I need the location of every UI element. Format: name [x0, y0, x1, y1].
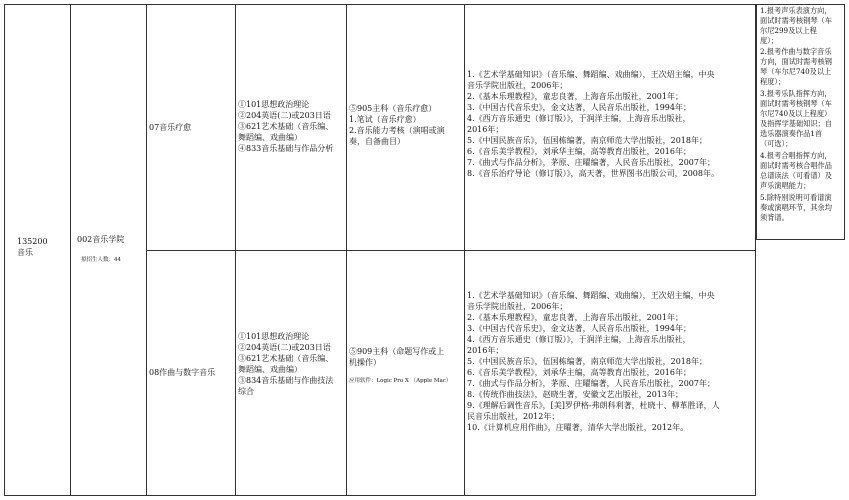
major-code: 135200	[17, 237, 48, 246]
notes-box: 1.报考声乐表演方向， 面试时需考核钢琴（车 尔尼299及以上程 度）； 2.报考作曲与数字音乐 方向，面试时需考核钢 琴（车尔尼740及以上 程度）； 3.报考乐队指挥方向， 面试时需考核钢琴（车 尔尼740及以上程度） 及指挥学基础知识；自 选乐器演奏作品1首 （可选）； 4.报考合唱指挥方向， 面试时需考核合唱作品 总谱读法（可看谱）及 声乐演唱能力； 5.除特别说明可看谱演 奏或演唱环节，其余均 须背谱。	[756, 4, 845, 240]
direction-name: 08作曲与数字音乐	[149, 368, 216, 377]
major-name: 音乐	[17, 248, 33, 257]
row-divider	[146, 250, 755, 251]
software-note: 应用软件：Logic Pro X （Apple Mac）	[349, 378, 452, 384]
college-name: 002音乐学院	[77, 235, 125, 244]
enrollment-count: 拟招生人数：44	[81, 257, 121, 263]
catalog-table: 135200 音乐 002音乐学院 拟招生人数：44 07音乐疗愈 ①101思想政治理论 ②204英语(二)或203日语 ③621艺术基础（音乐编、 舞蹈编、戏曲编） ④833音乐基础与作品分析 ⑤905主科（音乐疗愈） 1.笔试（音乐疗愈） 2.音乐能力考核（演唱或演 奏，自备曲目） 1.《艺术学基础知识》（音乐编、舞蹈编、戏曲编），王次炤主编，中央 音乐学院出版社，2006年； 2.《基本乐理教程》，童忠良著，上海音乐出版社，2001年； 3.《中国古代音乐史》，金文达著，人民音乐出版社，1994年； 4.《西方音乐通史（修订版）》，于润洋主编，上海音乐出版社， 2016年； 5.《中国民族音乐》，伍国栋编著，南京师范大学出版社，2018年； 6.《音乐美学教程》，刘承华主编，高等教育出版社，2016年； 7.《曲式与作品分析》，茅原、庄曜编著，人民音乐出版社，2007年； 8.《音乐治疗导论（修订版）》，高天著，世界图书出版公司，2008年。 08作曲与数字音乐 ①101思想政治理论 ②204英语(二)或203日语 ③621艺术基础（音乐编、 舞蹈编、戏曲编） ③834音乐基础与作曲技法 综合 ⑤909主科（命题写作或上 机操作） 应用软件：Logic Pro X （Apple Mac） 1.《艺术学基础知识》（音乐编、舞蹈编、戏曲编），王次炤主编，中央 音乐学院出版社，2006年； 2.《基本乐理教程》，童忠良著，上海音乐出版社，2001年； 3.《中国古代音乐史》，金文达著，人民音乐出版社，1994年； 4.《西方音乐通史（修订版）》，于润洋主编，上海音乐出版社， 2016年； 5.《中国民族音乐》，伍国栋编著，南京师范大学出版社，2018年； 6.《音乐美学教程》，刘承华主编，高等教育出版社，2016年； 7.《曲式与作品分析》，茅原、庄曜编著，人民音乐出版社，2007年； 8.《传统作曲技法》，赵晓生著，安徽文艺出版社，2013年； 9.《理解后调性音乐》，[美]罗伊格-弗朗科利著，杜晓十、柳革胜译，人 民音乐出版社，2012年； 10.《计算机应用作曲》，庄曜著，清华大学出版社，2012年。	[4, 4, 756, 496]
direction-name: 07音乐疗愈	[149, 123, 192, 132]
column-divider	[70, 5, 71, 495]
